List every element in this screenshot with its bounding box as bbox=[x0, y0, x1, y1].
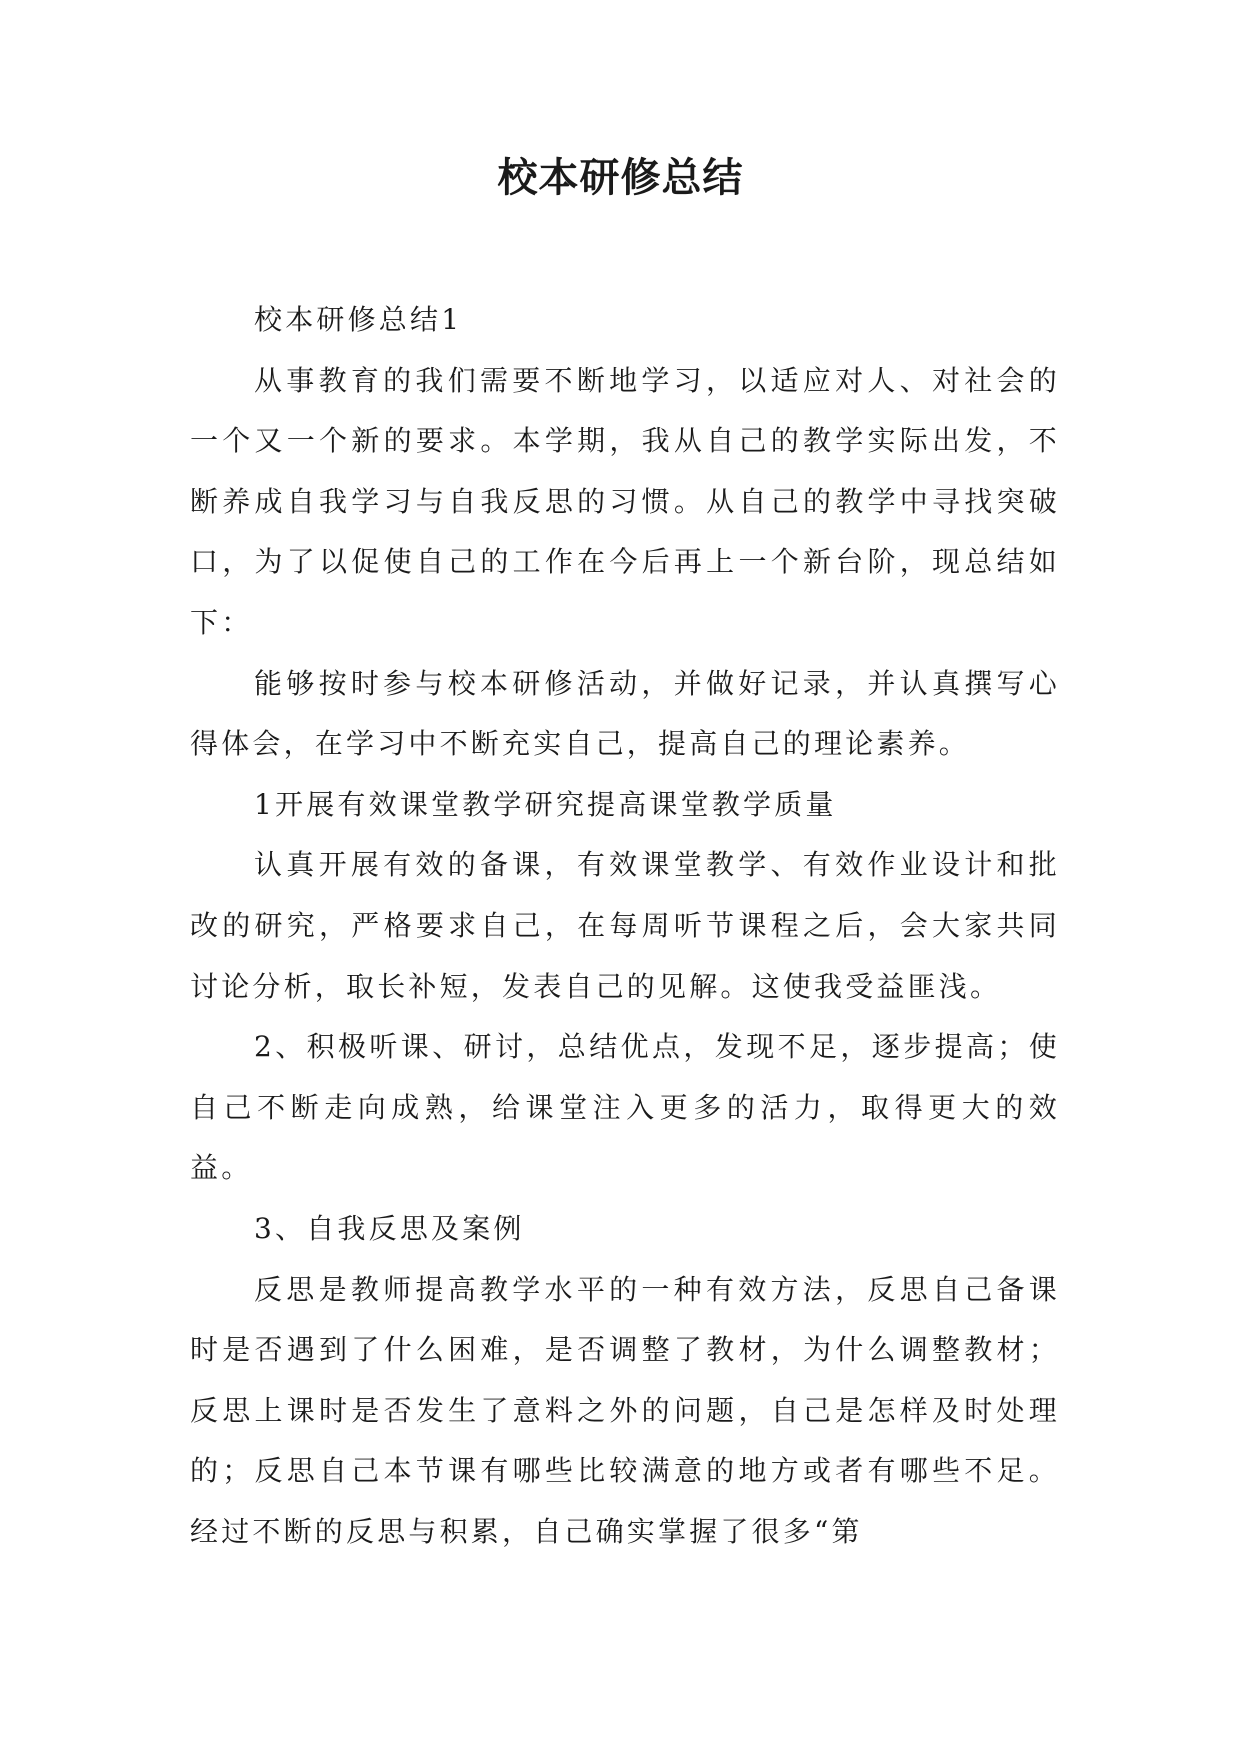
section-heading: 3、自我反思及案例 bbox=[254, 1211, 525, 1245]
section-heading: 1开展有效课堂教学研究提高课堂教学质量 bbox=[254, 787, 837, 821]
section-heading: 校本研修总结1 bbox=[254, 303, 463, 336]
paragraph: 反思是教师提高教学水平的一种有效方法，反思自己备课时是否遇到了什么困难，是否调整了教材，为什么调整教材；反思上课时是否发生了意料之外的问题，自己是怎样及时处理的；反思自己本节课有哪些比较满意的地方或者有哪些不足。经过不断的反思与积累，自己确实掌握了很多“第 bbox=[190, 1272, 1060, 1548]
paragraph: 2、积极听课、研讨，总结优点，发现不足，逐步提高；使自己不断走向成熟，给课堂注入更多的活力，取得更大的效益。 bbox=[190, 1030, 1060, 1185]
document-body bbox=[190, 290, 1060, 1562]
paragraph: 能够按时参与校本研修活动，并做好记录，并认真撰写心得体会，在学习中不断充实自己，提高自己的理论素养。 bbox=[190, 666, 1060, 761]
paragraph: 认真开展有效的备课，有效课堂教学、有效作业设计和批改的研究，严格要求自己，在每周听节课程之后，会大家共同讨论分析，取长补短，发表自己的见解。这使我受益匪浅。 bbox=[190, 848, 1060, 1003]
document-title: 校本研修总结 bbox=[497, 154, 744, 201]
paragraph: 从事教育的我们需要不断地学习，以适应对人、对社会的一个又一个新的要求。本学期，我从自己的教学实际出发，不断养成自我学习与自我反思的习惯。从自己的教学中寻找突破口，为了以促使自己的工作在今后再上一个新台阶，现总结如下： bbox=[190, 363, 1060, 639]
